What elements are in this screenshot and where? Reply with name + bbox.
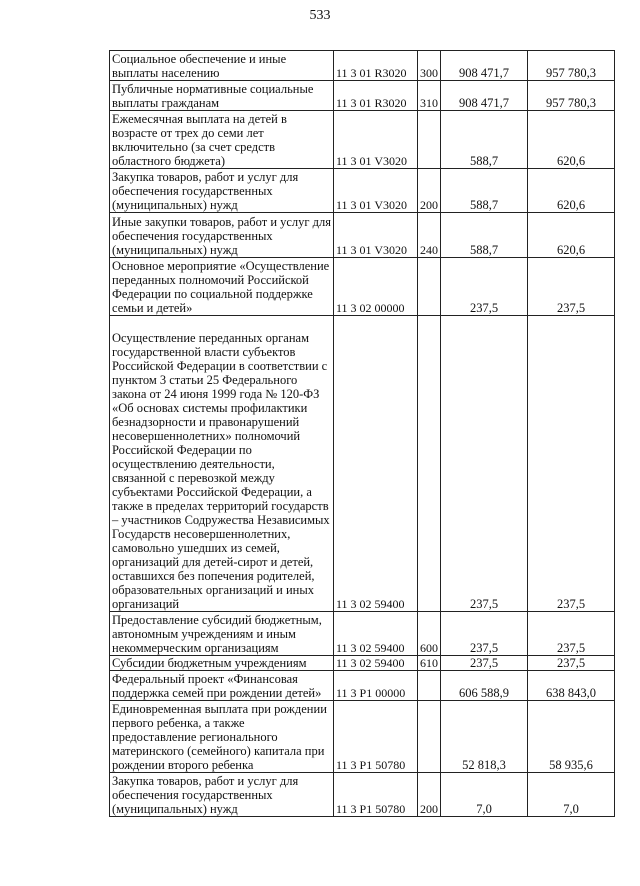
row-name: Ежемесячная выплата на детей в возрасте от трех до семи лет включительно (за счет средств областного бюджета) — [110, 111, 334, 169]
row-code: 11 3 01 R3020 — [334, 51, 418, 81]
row-code: 11 3 02 59400 — [334, 656, 418, 671]
row-vr — [418, 701, 441, 773]
row-vr: 200 — [418, 773, 441, 817]
row-year2: 58 935,6 — [528, 701, 615, 773]
row-year2: 620,6 — [528, 213, 615, 258]
row-year1: 52 818,3 — [441, 701, 528, 773]
row-vr: 300 — [418, 51, 441, 81]
row-year1: 908 471,7 — [441, 81, 528, 111]
budget-table — [109, 50, 615, 817]
row-name: Осуществление переданных органам государственной власти субъектов Российской Федерации в соответствии с пунктом 3 статьи 25 Федерального закона от 24 июня 1999 года № 120-ФЗ «Об основах системы профилактики безнадзорности и правонарушений несовершеннолетних» полномочий Российской Федерации по осуществлению деятельности, связанной с перевозкой между субъектами Российской Федерации, а также в пределах территорий государств – участников Содружества Независимых Государств несовершеннолетних, самовольно ушедших из семей, организаций для детей-сирот и детей, оставшихся без попечения родителей, образовательных организаций и иных организаций — [110, 316, 334, 612]
row-code: 11 3 01 R3020 — [334, 81, 418, 111]
table-row — [110, 81, 615, 111]
row-code: 11 3 P1 00000 — [334, 671, 418, 701]
row-code: 11 3 02 00000 — [334, 258, 418, 316]
row-year1: 588,7 — [441, 169, 528, 213]
row-year1: 908 471,7 — [441, 51, 528, 81]
page-number: 533 — [309, 8, 331, 23]
table-row — [110, 258, 615, 316]
row-name: Публичные нормативные социальные выплаты гражданам — [110, 81, 334, 111]
row-name: Федеральный проект «Финансовая поддержка семей при рождении детей» — [110, 671, 334, 701]
row-year1: 237,5 — [441, 656, 528, 671]
row-year2: 638 843,0 — [528, 671, 615, 701]
row-code: 11 3 02 59400 — [334, 612, 418, 656]
table-row — [110, 656, 615, 671]
row-name: Предоставление субсидий бюджетным, автономным учреждениям и иным некоммерческим организациям — [110, 612, 334, 656]
row-year2: 237,5 — [528, 316, 615, 612]
table-row — [110, 213, 615, 258]
row-code: 11 3 01 V3020 — [334, 111, 418, 169]
row-name: Социальное обеспечение и иные выплаты населению — [110, 51, 334, 81]
row-year1: 237,5 — [441, 258, 528, 316]
row-vr — [418, 671, 441, 701]
row-vr: 200 — [418, 169, 441, 213]
row-year2: 957 780,3 — [528, 81, 615, 111]
row-year1: 237,5 — [441, 612, 528, 656]
row-year2: 620,6 — [528, 111, 615, 169]
row-name: Закупка товаров, работ и услуг для обеспечения государственных (муниципальных) нужд — [110, 169, 334, 213]
row-year1: 588,7 — [441, 111, 528, 169]
table-row — [110, 169, 615, 213]
row-year2: 237,5 — [528, 258, 615, 316]
row-name: Основное мероприятие «Осуществление переданных полномочий Российской Федерации по социальной поддержке семьи и детей» — [110, 258, 334, 316]
table-row — [110, 316, 615, 612]
row-year2: 7,0 — [528, 773, 615, 817]
table-row — [110, 51, 615, 81]
row-code: 11 3 01 V3020 — [334, 169, 418, 213]
row-name: Закупка товаров, работ и услуг для обеспечения государственных (муниципальных) нужд — [110, 773, 334, 817]
row-year2: 620,6 — [528, 169, 615, 213]
row-code: 11 3 02 59400 — [334, 316, 418, 612]
table-row — [110, 701, 615, 773]
row-name: Субсидии бюджетным учреждениям — [110, 656, 334, 671]
table-row — [110, 773, 615, 817]
row-code: 11 3 P1 50780 — [334, 701, 418, 773]
row-vr: 610 — [418, 656, 441, 671]
row-vr — [418, 316, 441, 612]
row-year1: 588,7 — [441, 213, 528, 258]
row-vr: 600 — [418, 612, 441, 656]
table-row — [110, 612, 615, 656]
row-name: Единовременная выплата при рождении первого ребенка, а также предоставление регионального материнского (семейного) капитала при рождении второго ребенка — [110, 701, 334, 773]
row-vr: 240 — [418, 213, 441, 258]
row-year1: 7,0 — [441, 773, 528, 817]
row-year1: 606 588,9 — [441, 671, 528, 701]
row-vr — [418, 258, 441, 316]
row-year2: 237,5 — [528, 656, 615, 671]
row-code: 11 3 01 V3020 — [334, 213, 418, 258]
table-row — [110, 111, 615, 169]
row-year1: 237,5 — [441, 316, 528, 612]
row-code: 11 3 P1 50780 — [334, 773, 418, 817]
row-vr: 310 — [418, 81, 441, 111]
row-year2: 237,5 — [528, 612, 615, 656]
table-row — [110, 671, 615, 701]
row-vr — [418, 111, 441, 169]
row-name: Иные закупки товаров, работ и услуг для обеспечения государственных (муниципальных) нужд — [110, 213, 334, 258]
row-year2: 957 780,3 — [528, 51, 615, 81]
